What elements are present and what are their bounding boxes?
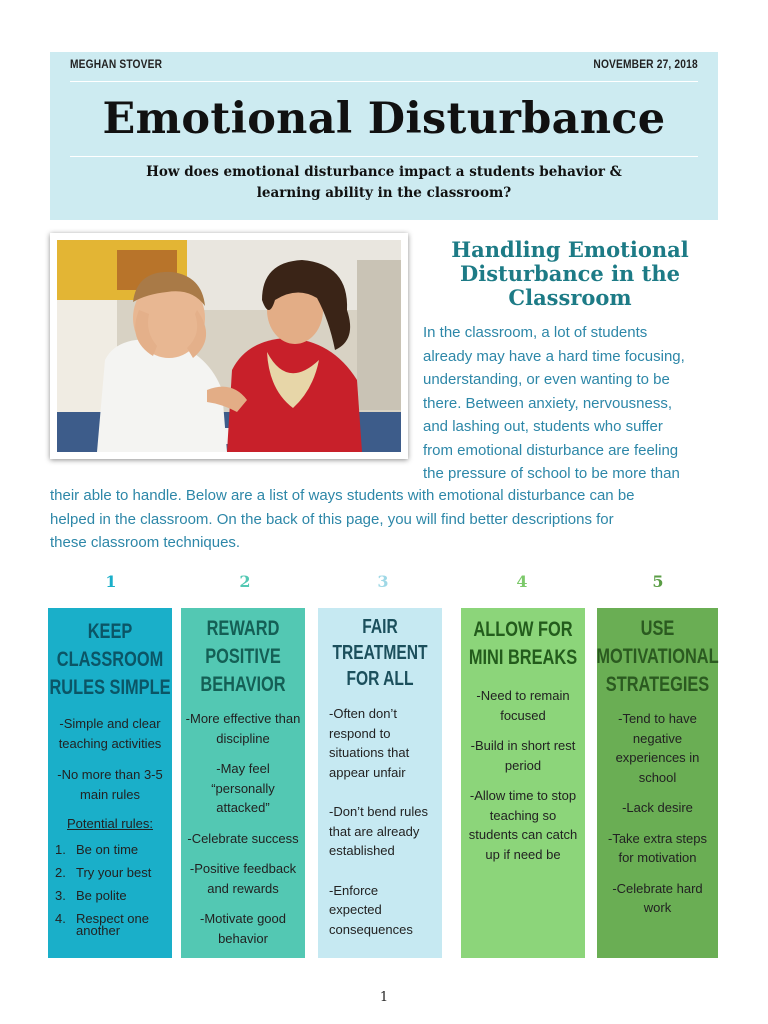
intro-line: helped in the classroom. On the back of this page, you will find better descriptions for	[50, 510, 614, 528]
page-title: Emotional Disturbance	[102, 94, 666, 144]
rules-list	[50, 841, 170, 938]
rule-text: Try your best	[76, 864, 152, 880]
intro-paragraph-right	[423, 321, 723, 486]
card-item: -Simple and clear teaching activities	[58, 716, 162, 751]
card-title	[316, 614, 444, 692]
technique-card-3	[318, 608, 442, 958]
technique-number-4: 4	[516, 572, 528, 591]
rule-item	[50, 841, 170, 857]
technique-card-1	[48, 608, 172, 958]
technique-number-2: 2	[239, 572, 251, 591]
intro-line: and lashing out, students who suffer	[423, 418, 663, 435]
card-title	[595, 615, 721, 699]
card-title	[179, 615, 307, 699]
intro-line: these classroom techniques.	[50, 534, 241, 551]
card-item: -Celebrate success	[187, 830, 299, 846]
rule-number: 4.	[55, 910, 66, 926]
photo-image	[57, 240, 401, 452]
card-body	[461, 686, 585, 864]
card-item: -Enforce expected consequences	[329, 882, 413, 937]
header-divider-top	[70, 81, 698, 82]
card-body	[597, 709, 718, 918]
card-item: -Tend to have negative experiences in school	[615, 711, 700, 785]
card-item: -Lack desire	[622, 800, 693, 815]
rule-item	[50, 864, 170, 880]
technique-number-1: 1	[105, 572, 117, 591]
card-title-line: USE	[640, 617, 675, 640]
card-item: -Need to remain focused	[476, 688, 570, 723]
rule-item	[50, 887, 170, 903]
card-item: -More effective than discipline	[185, 711, 301, 746]
card-title-line: REWARD	[206, 617, 280, 640]
card-item: -Motivate good behavior	[200, 911, 286, 946]
card-title-line: CLASSROOM	[56, 648, 164, 671]
rules-heading: Potential rules:	[67, 816, 153, 831]
card-item: -May feel “personally attacked”	[211, 761, 275, 815]
header-banner	[50, 52, 718, 220]
section-heading-line-3: Classroom	[508, 285, 632, 310]
technique-card-2	[181, 608, 305, 958]
subtitle-line-2: learning ability in the classroom?	[256, 185, 512, 201]
card-item: -Positive feedback and rewards	[189, 861, 297, 896]
rule-number: 2.	[55, 864, 66, 880]
technique-number-3: 3	[377, 572, 389, 591]
card-item: -Celebrate hard work	[612, 880, 703, 915]
card-item: -Don’t bend rules that are already established	[329, 804, 428, 858]
publish-date: NOVEMBER 27, 2018	[593, 57, 698, 71]
card-title-line: STRATEGIES	[605, 673, 710, 696]
card-title-line: ALLOW FOR	[473, 618, 573, 641]
page-number: 1	[379, 990, 389, 1005]
section-heading-line-1: Handling Emotional	[451, 237, 689, 262]
classroom-photo	[50, 233, 408, 459]
rule-number: 1.	[55, 841, 66, 857]
section-heading	[422, 238, 718, 310]
card-item: -Often don’t respond to situations that appear unfair	[329, 706, 410, 780]
section-heading-line-2: Disturbance in the	[460, 261, 680, 286]
author-name: MEGHAN STOVER	[70, 57, 163, 71]
card-body	[48, 714, 172, 937]
card-title	[459, 616, 587, 672]
card-item: -Allow time to stop teaching so students can catch up if need be	[468, 788, 578, 862]
card-item: -No more than 3-5 main rules	[57, 767, 163, 802]
card-title-line: FOR ALL	[346, 668, 414, 690]
rule-item	[50, 910, 170, 938]
card-title-line: POSITIVE	[205, 645, 281, 668]
page-subtitle	[90, 162, 678, 204]
card-item: -Take extra steps for motivation	[608, 830, 707, 865]
rule-text: Respect one another	[76, 910, 149, 938]
intro-paragraph-full	[50, 484, 740, 555]
intro-line: already may have a hard time focusing,	[423, 347, 685, 365]
intro-line: In the classroom, a lot of students	[423, 324, 648, 341]
rule-text: Be on time	[76, 841, 139, 857]
card-title-line: KEEP	[87, 620, 133, 643]
card-title-line: MOTIVATIONAL	[596, 645, 719, 668]
card-title-line: FAIR TREATMENT	[332, 616, 428, 664]
card-body	[181, 709, 305, 948]
technique-number-5: 5	[652, 572, 664, 591]
technique-card-4	[461, 608, 585, 958]
teacher-student-illustration	[57, 240, 401, 452]
rule-number: 3.	[55, 887, 66, 903]
rule-text: Be polite	[76, 887, 127, 903]
subtitle-line-1: How does emotional disturbance impact a students behavior &	[146, 164, 622, 180]
card-item: -Build in short rest period	[470, 738, 576, 773]
card-title-line: BEHAVIOR	[200, 673, 286, 696]
card-title-line: RULES SIMPLE	[49, 676, 171, 699]
card-title-line: MINI BREAKS	[468, 646, 578, 669]
card-title	[46, 618, 174, 702]
intro-line: their able to handle. Below are a list of ways students with emotional disturbance can be	[50, 487, 635, 504]
intro-line: from emotional disturbance are feeling	[423, 441, 679, 459]
technique-card-5	[597, 608, 718, 958]
header-divider-bottom	[70, 156, 698, 157]
intro-line: the pressure of school to be more than	[423, 465, 680, 482]
card-body	[318, 704, 442, 939]
intro-line: there. Between anxiety, nervousness,	[423, 394, 673, 412]
intro-line: understanding, or even wanting to be	[423, 371, 670, 388]
